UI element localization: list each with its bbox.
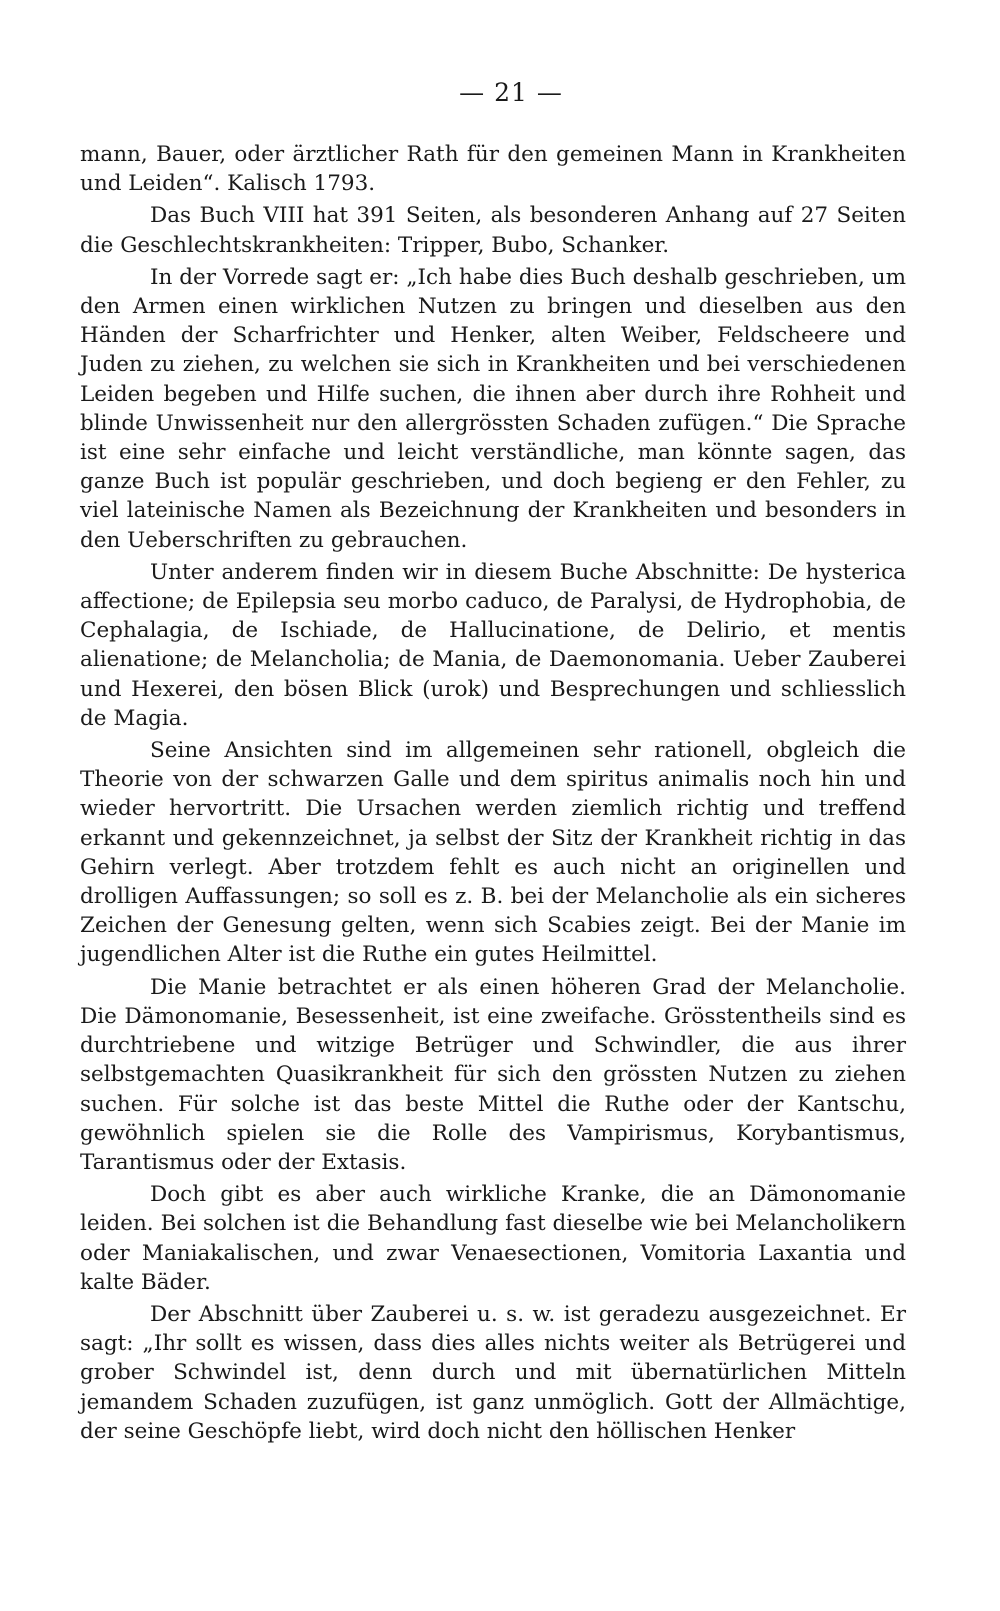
paragraph: Der Abschnitt über Zauberei u. s. w. ist geradezu ausgezeichnet. Er sagt: „Ihr sollt es wissen, dass dies alles nichts weiter als Betrügerei und grober Schwindel ist, denn durch und mit übernatürlichen Mitteln jemandem Schaden zuzufügen, ist ganz unmöglich. Gott der Allmächtige, der seine Geschöpfe liebt, wird doch nicht den höllischen Henker [80, 1301, 906, 1444]
paragraph: Seine Ansichten sind im allgemeinen sehr rationell, obgleich die Theorie von der schwarzen Galle und dem spiritus animalis noch hin und wieder hervortritt. Die Ursachen werden ziemlich richtig und treffend erkannt und gekennzeichnet, ja selbst der Sitz der Krankheit richtig in das Gehirn verlegt. Aber trotzdem fehlt es auch nicht an originellen und drolligen Auffassungen; so soll es z. B. bei der Melancholie als ein sicheres Zeichen der Genesung gelten, wenn sich Scabies zeigt. Bei der Manie im jugendlichen Alter ist die Ruthe ein gutes Heilmittel. [80, 738, 906, 968]
paragraph: Das Buch VIII hat 391 Seiten, als besonderen Anhang auf 27 Seiten die Geschlechtskrankheiten: Tripper, Bubo, Schanker. [80, 203, 906, 258]
paragraph: Unter anderem finden wir in diesem Buche Abschnitte: De hysterica affectione; de Epilepsia seu morbo caduco, de Paralysi, de Hydrophobia, de Cephalagia, de Ischiade, de Hallucinatione, de Delirio, et mentis alienatione; de Melancholia; de Mania, de Daemonomania. Ueber Zauberei und Hexerei, den bösen Blick (urok) und Besprechungen und schliesslich de Magia. [80, 559, 906, 731]
book-page [80, 78, 906, 1449]
body-text [80, 140, 906, 1446]
paragraph: Die Manie betrachtet er als einen höheren Grad der Melancholie. Die Dämonomanie, Besessenheit, ist eine zweifache. Grösstentheils sind es durchtriebene und witzige Betrüger und Schwindler, die aus ihrer selbstgemachten Quasikrankheit für sich den grössten Nutzen zu ziehen suchen. Für solche ist das beste Mittel die Ruthe oder der Kantschu, gewöhnlich spielen sie die Rolle des Vampirismus, Korybantismus, Tarantismus oder der Extasis. [80, 974, 906, 1175]
page-number: — 21 — [459, 78, 563, 107]
paragraph: Doch gibt es aber auch wirkliche Kranke, die an Dämonomanie leiden. Bei solchen ist die Behandlung fast dieselbe wie bei Melancholikern oder Maniakalischen, und zwar Venaesectionen, Vomitoria Laxantia und kalte Bäder. [80, 1182, 906, 1295]
paragraph: mann, Bauer, oder ärztlicher Rath für den gemeinen Mann in Krankheiten und Leiden“. Kalisch 1793. [80, 142, 906, 197]
paragraph: In der Vorrede sagt er: „Ich habe dies Buch deshalb geschrieben, um den Armen einen wirklichen Nutzen zu bringen und dieselben aus den Händen der Scharfrichter und Henker, alten Weiber, Feldscheere und Juden zu ziehen, zu welchen sie sich in Krankheiten und bei verschiedenen Leiden begeben und Hilfe suchen, die ihnen aber durch ihre Rohheit und blinde Unwissenheit nur den allergrössten Schaden zufügen.“ Die Sprache ist eine sehr einfache und leicht verständliche, man könnte sagen, das ganze Buch ist populär geschrieben, und doch begieng er den Fehler, zu viel lateinische Namen als Bezeichnung der Krankheiten und besonders in den Ueberschriften zu gebrauchen. [80, 264, 906, 553]
